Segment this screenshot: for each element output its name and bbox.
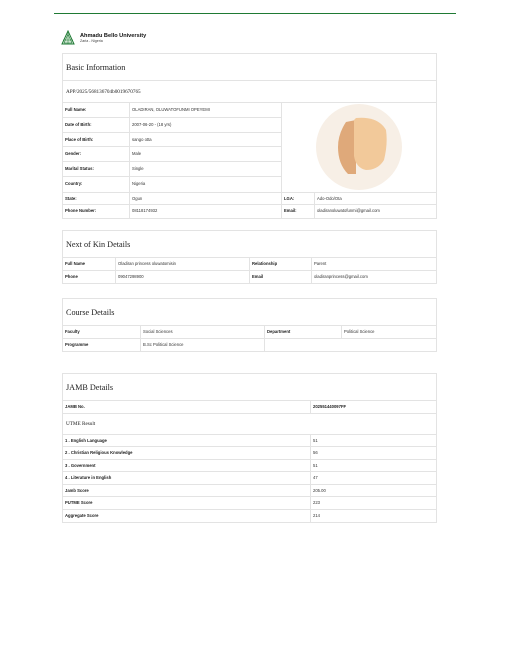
empty-cell [265, 339, 436, 352]
faculty-value: Social Sciences [141, 326, 265, 338]
jamb-score-row [63, 485, 436, 498]
field-value: 2007-06-20 - (18 yrs) [132, 121, 172, 127]
lga-value: Ado-Odo/Ota [317, 195, 342, 201]
subject-row [63, 447, 436, 460]
university-logo-icon [60, 30, 76, 46]
header-rule [54, 13, 456, 14]
field-value: sango otta [132, 136, 152, 142]
field-row-date-of-birth [63, 118, 281, 133]
university-name: Ahmadu Bello University [80, 32, 147, 39]
putme-score-label: PUTME Score [63, 497, 311, 509]
field-row-marital-status [63, 162, 281, 177]
jamb-details-card [62, 373, 437, 523]
department-label: Department [265, 326, 342, 338]
next-of-kin-card [62, 230, 437, 284]
subject-score: 47 [313, 475, 318, 480]
email-label: Email: [282, 205, 315, 218]
state-label: State: [63, 193, 130, 205]
field-label: Place of Birth: [63, 133, 130, 147]
kin-name-label: Full Name [63, 258, 116, 270]
field-row-country [63, 177, 281, 192]
field-label: Gender: [63, 147, 130, 161]
putme-score-row [63, 497, 436, 510]
kin-email-value: oladiranprincess@gmail.com [314, 273, 368, 279]
subject-row [63, 472, 436, 485]
subject-label: 1 . English Language [63, 435, 311, 447]
lga-label: LGA: [282, 193, 315, 205]
subject-row [63, 460, 436, 473]
jamb-number-value: 202551440097FF [313, 404, 347, 409]
avatar-placeholder-icon [316, 104, 402, 190]
jamb-number-row [63, 401, 436, 414]
state-lga-row [63, 193, 436, 206]
programme-label: Programme [63, 339, 141, 352]
aggregate-score-value: 214 [313, 512, 320, 518]
field-label: Country: [63, 177, 130, 192]
department-value: Political Science [344, 329, 375, 334]
kin-email-label: Email [250, 271, 312, 284]
kin-phone-value: 09047298900 [116, 271, 250, 284]
kin-relationship-label: Relationship [250, 258, 312, 270]
putme-score-value: 223 [313, 500, 320, 505]
field-label: Date of Birth: [63, 118, 130, 132]
faculty-label: Faculty [63, 326, 141, 338]
basic-information-card [62, 53, 437, 219]
course-details-card [62, 298, 437, 352]
application-number: APP/2025/568136704b0019670765 [63, 81, 436, 103]
kin-phone-label: Phone [63, 271, 116, 284]
university-location: Zaria - Nigeria [80, 38, 103, 43]
field-value: Nigeria [132, 180, 146, 186]
field-value: OLADIRAN, OLUWATOFUNMI OPEYEMI [132, 107, 210, 112]
field-row-place-of-birth [63, 133, 281, 148]
email-value: oladiranoluwatofunmi@gmail.com [317, 208, 380, 214]
kin-name-row [63, 258, 436, 271]
course-details-title: Course Details [63, 299, 436, 326]
jamb-number-label: JAMB No. [63, 401, 311, 413]
subject-label: 2 . Christian Religious Knowledge [63, 447, 311, 459]
phone-email-row [63, 205, 436, 218]
subject-label: 3 . Government [63, 460, 311, 472]
university-header [60, 29, 146, 47]
state-value: Ogun [130, 193, 282, 205]
kin-name-value: Oladiran princess oluwatomisin [116, 258, 250, 270]
aggregate-score-row [63, 510, 436, 523]
phone-label: Phone Number: [63, 205, 130, 218]
subject-row [63, 435, 436, 448]
next-of-kin-title: Next of Kin Details [63, 231, 436, 258]
programme-row [63, 339, 436, 352]
jamb-score-value: 205.00 [313, 487, 326, 493]
aggregate-score-label: Aggregate Score [63, 510, 311, 523]
faculty-department-row [63, 326, 436, 339]
field-value: Male [132, 151, 142, 157]
programme-value: B.Sc Political Science [141, 339, 265, 352]
subject-label: 4 . Literature in English [63, 472, 311, 484]
field-label: Marital Status: [63, 162, 130, 176]
field-value: Single [132, 166, 144, 172]
kin-relationship-value: Parent [314, 261, 327, 266]
passport-photo [282, 103, 436, 192]
jamb-details-title: JAMB Details [63, 374, 436, 401]
jamb-score-label: Jamb Score [63, 485, 311, 497]
subject-score: 56 [313, 450, 318, 455]
basic-information-grid [63, 103, 436, 193]
field-label: Full Name: [63, 103, 130, 117]
basic-fields [63, 103, 282, 192]
field-row-gender [63, 147, 281, 162]
subject-score: 51 [313, 437, 318, 443]
phone-value: 08118174932 [130, 205, 282, 218]
basic-information-title: Basic Information [63, 54, 436, 81]
kin-contact-row [63, 271, 436, 284]
utme-result-title: UTME Result [63, 414, 436, 435]
field-row-full-name [63, 103, 281, 118]
subject-score: 51 [313, 462, 318, 468]
